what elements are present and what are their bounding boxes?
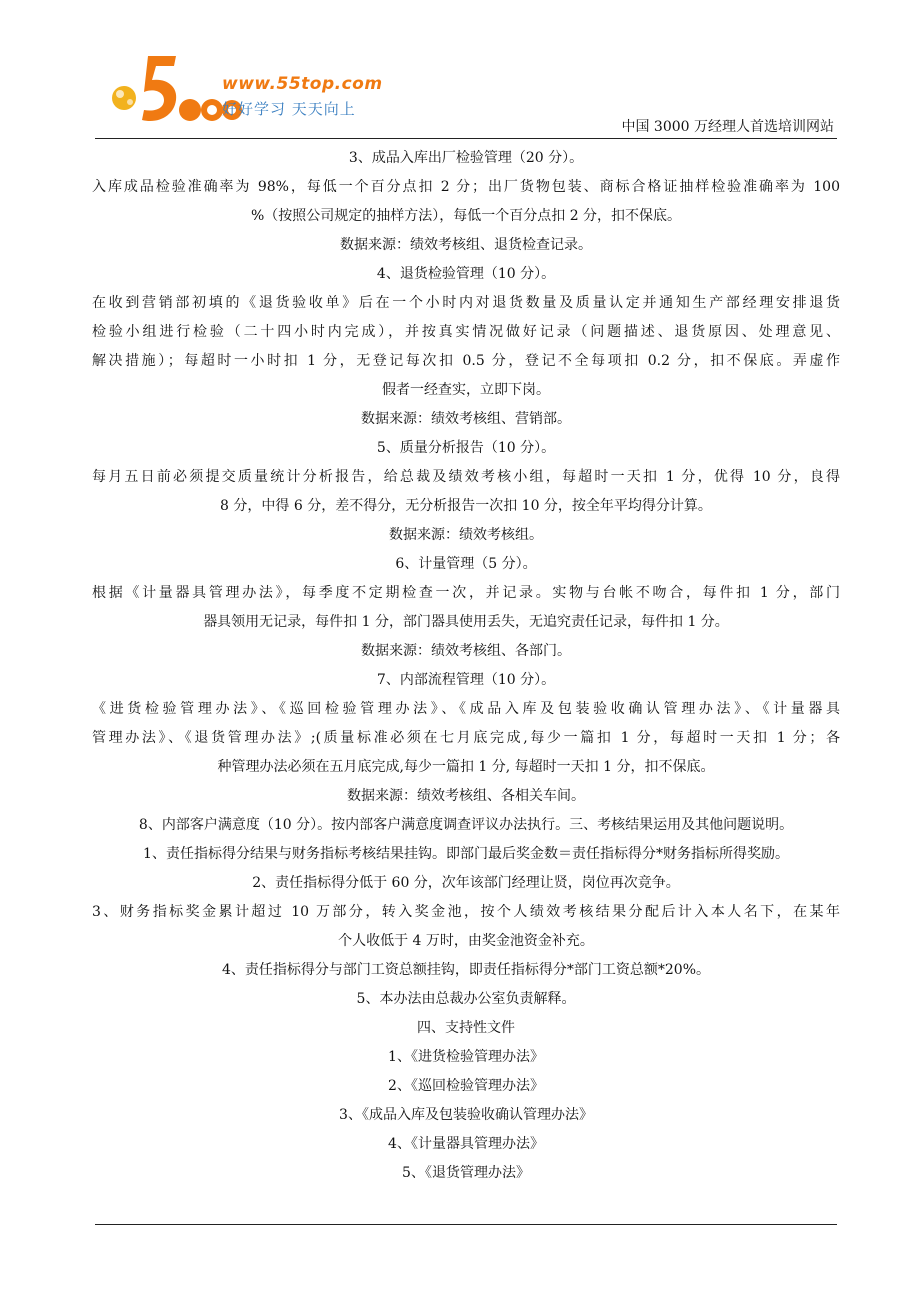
header-divider [95,138,837,139]
paragraph-line: 假者一经查实，立即下岗。 [382,382,550,398]
section-heading: 5、质量分析报告（10 分）。 [376,440,556,456]
paragraph-line: 8 分，中得 6 分，差不得分，无分析报告一次扣 10 分，按全年平均得分计算。 [220,498,712,514]
paragraph-line: 在收到营销部初填的《退货验收单》后在一个小时内对退货数量及质量认定并通知生产部经理安排退货 [92,295,840,311]
paragraph-line: 8、内部客户满意度（10 分）。按内部客户满意度调查评议办法执行。三、考核结果运用及其他问题说明。 [138,817,794,833]
paragraph-line: 5、本办法由总裁办公室负责解释。 [356,991,576,1007]
footer-divider [95,1224,837,1225]
paragraph-line: 根据《计量器具管理办法》，每季度不定期检查一次，并记录。实物与台帐不吻合，每件扣 1 分，部门 [92,585,840,601]
supporting-doc-item: 5、《退货管理办法》 [402,1165,530,1181]
paragraph-line: 4、责任指标得分与部门工资总额挂钩，即责任指标得分*部门工资总额*20%。 [221,962,711,978]
data-source-line: 数据来源：绩效考核组。 [389,527,543,543]
data-source-line: 数据来源：绩效考核组、各相关车间。 [347,788,585,804]
paragraph-line: 3、财务指标奖金累计超过 10 万部分，转入奖金池，按个人绩效考核结果分配后计入本人名下，在某年 [92,904,840,920]
section-heading: 7、内部流程管理（10 分）。 [376,672,556,688]
page-header [0,0,920,140]
paragraph-line: %（按照公司规定的抽样方法），每低一个百分点扣 2 分，扣不保底。 [250,208,682,224]
supporting-doc-item: 1、《进货检验管理办法》 [388,1049,544,1065]
section-heading: 6、计量管理（5 分）。 [395,556,537,572]
data-source-line: 数据来源：绩效考核组、营销部。 [361,411,571,427]
paragraph-line: 《进货检验管理办法》、《巡回检验管理办法》、《成品入库及包装验收确认管理办法》、《计量器具 [92,701,840,717]
section-heading: 3、成品入库出厂检验管理（20 分）。 [348,150,584,166]
document-body [92,144,840,1188]
supporting-doc-item: 2、《巡回检验管理办法》 [388,1078,544,1094]
data-source-line: 数据来源：绩效考核组、退货检查记录。 [340,237,592,253]
logo-url-text: www.55top.com [222,74,383,94]
site-tagline: 中国 3000 万经理人首选培训网站 [621,119,834,135]
supporting-doc-item: 3、《成品入库及包装验收确认管理办法》 [339,1107,593,1123]
section-heading: 四、支持性文件 [417,1020,515,1036]
paragraph-line: 每月五日前必须提交质量统计分析报告，给总裁及绩效考核小组，每超时一天扣 1 分，优得 10 分，良得 [92,469,840,485]
paragraph-line: 器具领用无记录，每件扣 1 分，部门器具使用丢失，无追究责任记录，每件扣 1 分。 [203,614,729,630]
data-source-line: 数据来源：绩效考核组、各部门。 [361,643,571,659]
paragraph-line: 解决措施）；每超时一小时扣 1 分，无登记每次扣 0.5 分，登记不全每项扣 0.2 分，扣不保底。弄虚作 [92,353,840,369]
paragraph-line: 种管理办法必须在五月底完成,每少一篇扣 1 分, 每超时一天扣 1 分，扣不保底。 [217,759,715,775]
section-heading: 4、退货检验管理（10 分）。 [376,266,556,282]
supporting-doc-item: 4、《计量器具管理办法》 [388,1136,544,1152]
paragraph-line: 2、责任指标得分低于 60 分，次年该部门经理让贤，岗位再次竞争。 [252,875,680,891]
paragraph-line: 1、责任指标得分结果与财务指标考核结果挂钩。即部门最后奖金数＝责任指标得分*财务指标所得奖励。 [143,846,789,862]
logo-slogan: 好好学习 天天向上 [222,100,356,118]
paragraph-line: 管理办法》、《退货管理办法》;(质量标准必须在七月底完成,每少一篇扣 1 分，每超时一天扣 1 分；各 [92,730,840,746]
paragraph-line: 检验小组进行检验（二十四小时内完成），并按真实情况做好记录（问题描述、退货原因、处理意见、 [92,324,840,340]
paragraph-line: 个人收低于 4 万时，由奖金池资金补充。 [338,933,594,949]
paragraph-line: 入库成品检验准确率为 98%，每低一个百分点扣 2 分；出厂货物包装、商标合格证抽样检验准确率为 100 [92,179,840,195]
